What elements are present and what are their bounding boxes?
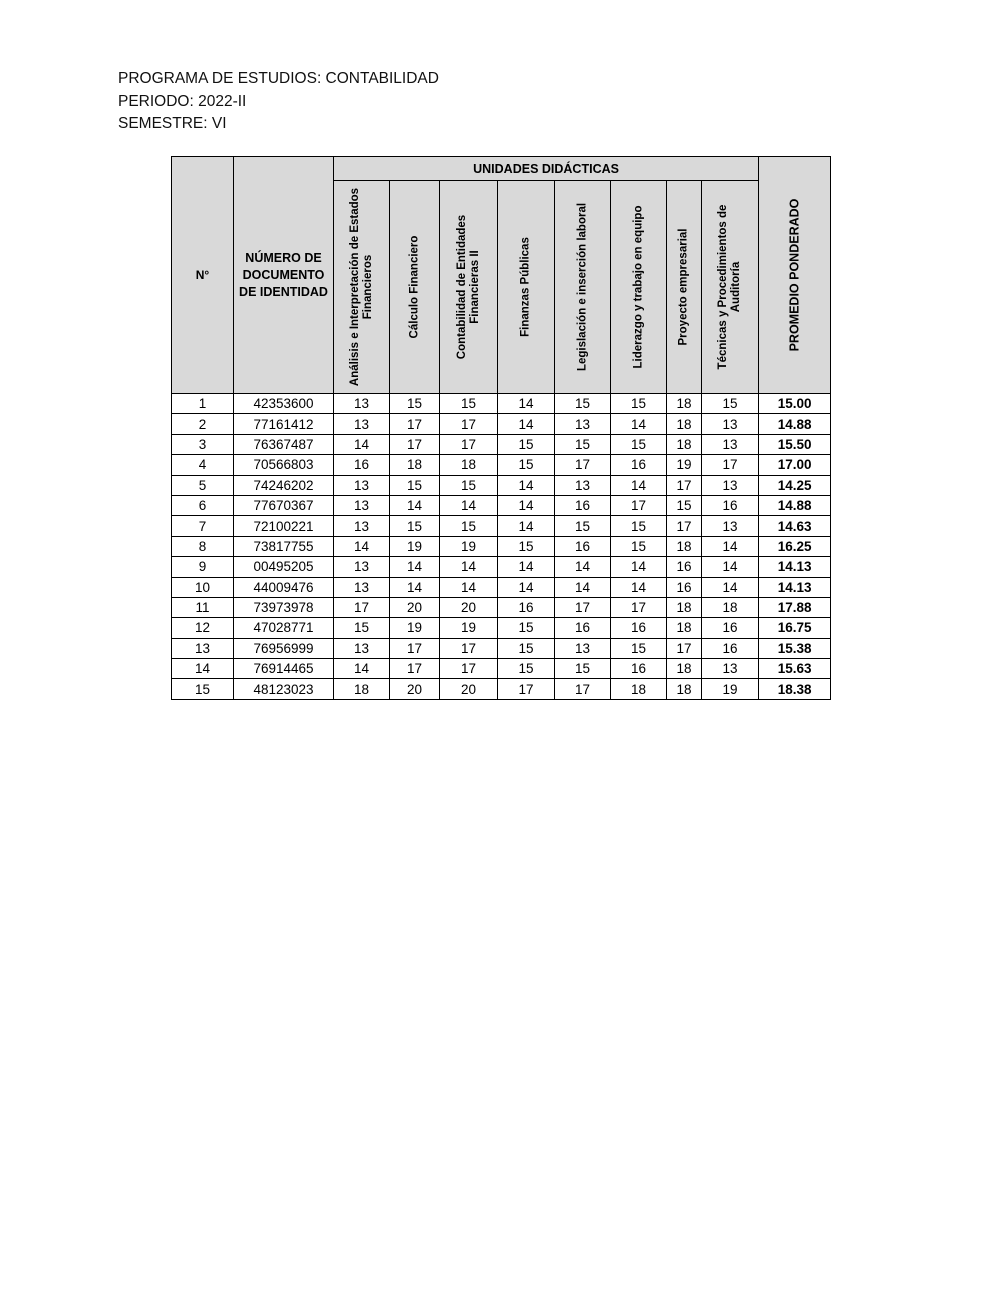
unit-label: Proyecto empresarial: [677, 228, 690, 346]
col-average-header: [759, 157, 831, 394]
table-row: [172, 638, 831, 658]
grade-cell: 13: [702, 475, 759, 495]
grade-cell: 17: [555, 455, 611, 475]
grade-cell: 15: [555, 394, 611, 414]
grade-cell: 17: [702, 455, 759, 475]
grade-cell: 20: [440, 679, 498, 699]
average-cell: 15.63: [759, 659, 831, 679]
grade-cell: 14: [702, 577, 759, 597]
document-number-cell: 72100221: [234, 516, 334, 536]
grade-cell: 15: [611, 516, 667, 536]
grade-cell: 14: [498, 577, 555, 597]
grade-cell: 13: [334, 475, 390, 495]
row-number-cell: 10: [172, 577, 234, 597]
grade-cell: 13: [555, 638, 611, 658]
grade-cell: 17: [667, 638, 702, 658]
grade-cell: 16: [555, 536, 611, 556]
grade-cell: 17: [611, 495, 667, 515]
average-cell: 14.13: [759, 577, 831, 597]
grade-cell: 13: [334, 516, 390, 536]
grade-cell: 15: [611, 434, 667, 454]
table-row: [172, 414, 831, 434]
grade-cell: 19: [440, 536, 498, 556]
grade-cell: 14: [555, 577, 611, 597]
grade-cell: 17: [667, 475, 702, 495]
unit-header: [611, 181, 667, 394]
grade-cell: 17: [611, 597, 667, 617]
grade-cell: 20: [390, 597, 440, 617]
unit-header: [440, 181, 498, 394]
grade-cell: 19: [667, 455, 702, 475]
grade-cell: 18: [334, 679, 390, 699]
grade-cell: 14: [334, 536, 390, 556]
grade-cell: 14: [390, 577, 440, 597]
unit-label: Cálculo Financiero: [408, 235, 420, 339]
grade-cell: 16: [555, 495, 611, 515]
table-row: [172, 394, 831, 414]
document-number-cell: 74246202: [234, 475, 334, 495]
grade-cell: 15: [498, 434, 555, 454]
grade-cell: 20: [440, 597, 498, 617]
grade-cell: 13: [702, 516, 759, 536]
grade-cell: 20: [390, 679, 440, 699]
grade-cell: 13: [334, 577, 390, 597]
grade-cell: 14: [611, 557, 667, 577]
grade-cell: 17: [555, 597, 611, 617]
grade-cell: 15: [498, 536, 555, 556]
grade-cell: 16: [611, 618, 667, 638]
grade-cell: 15: [334, 618, 390, 638]
grade-cell: 18: [667, 414, 702, 434]
unit-header: [667, 181, 702, 394]
row-number-cell: 2: [172, 414, 234, 434]
unit-label: Legislación e inserción laboral: [576, 202, 588, 372]
table-row: [172, 455, 831, 475]
table-row: [172, 659, 831, 679]
grade-cell: 14: [498, 394, 555, 414]
grade-cell: 19: [702, 679, 759, 699]
grade-cell: 18: [611, 679, 667, 699]
grade-cell: 14: [702, 557, 759, 577]
grade-cell: 13: [702, 414, 759, 434]
grade-cell: 16: [667, 577, 702, 597]
grade-cell: 18: [667, 536, 702, 556]
grade-cell: 13: [334, 394, 390, 414]
average-cell: 16.75: [759, 618, 831, 638]
grade-cell: 14: [498, 495, 555, 515]
grade-cell: 15: [498, 638, 555, 658]
grade-cell: 16: [702, 618, 759, 638]
table-row: [172, 536, 831, 556]
grade-cell: 15: [611, 536, 667, 556]
grade-cell: 15: [390, 475, 440, 495]
grade-cell: 18: [667, 394, 702, 414]
grade-cell: 14: [498, 475, 555, 495]
grade-cell: 15: [440, 516, 498, 536]
grade-cell: 13: [334, 414, 390, 434]
average-cell: 15.50: [759, 434, 831, 454]
grade-cell: 17: [390, 638, 440, 658]
grade-cell: 15: [498, 455, 555, 475]
grade-cell: 19: [390, 618, 440, 638]
unit-label: Finanzas Públicas: [519, 237, 532, 337]
average-cell: 14.25: [759, 475, 831, 495]
table-row: [172, 679, 831, 699]
average-cell: 14.13: [759, 557, 831, 577]
average-cell: 16.25: [759, 536, 831, 556]
document-number-cell: 76956999: [234, 638, 334, 658]
grades-table: [171, 156, 831, 700]
grade-cell: 18: [667, 597, 702, 617]
grade-cell: 15: [555, 434, 611, 454]
grade-cell: 13: [555, 475, 611, 495]
grade-cell: 14: [440, 577, 498, 597]
grade-cell: 18: [667, 434, 702, 454]
table-row: [172, 434, 831, 454]
grade-cell: 17: [334, 597, 390, 617]
grade-cell: 16: [334, 455, 390, 475]
row-number-cell: 7: [172, 516, 234, 536]
grade-cell: 17: [440, 659, 498, 679]
grade-cell: 18: [702, 597, 759, 617]
grade-cell: 15: [440, 394, 498, 414]
document-number-cell: 44009476: [234, 577, 334, 597]
grade-cell: 16: [702, 638, 759, 658]
grade-cell: 15: [555, 516, 611, 536]
document-number-cell: 73817755: [234, 536, 334, 556]
grade-cell: 13: [334, 638, 390, 658]
grade-cell: 14: [334, 434, 390, 454]
document-number-cell: 42353600: [234, 394, 334, 414]
semester-label: SEMESTRE: VI: [118, 115, 227, 132]
grade-cell: 16: [498, 597, 555, 617]
document-number-cell: 73973978: [234, 597, 334, 617]
program-title: PROGRAMA DE ESTUDIOS: CONTABILIDAD: [118, 70, 439, 87]
average-cell: 14.63: [759, 516, 831, 536]
row-number-cell: 5: [172, 475, 234, 495]
average-cell: 18.38: [759, 679, 831, 699]
document-header: [118, 68, 439, 136]
row-number-cell: 12: [172, 618, 234, 638]
grade-cell: 14: [611, 414, 667, 434]
grade-cell: 17: [440, 414, 498, 434]
document-number-cell: 47028771: [234, 618, 334, 638]
document-number-cell: 77670367: [234, 495, 334, 515]
table-row: [172, 495, 831, 515]
unit-header: [555, 181, 611, 394]
period-label: PERIODO: 2022-II: [118, 92, 247, 110]
grade-cell: 14: [611, 577, 667, 597]
grade-cell: 17: [390, 659, 440, 679]
units-group-header: UNIDADES DIDÁCTICAS: [334, 157, 759, 181]
grades-body: [172, 394, 831, 700]
grade-cell: 16: [702, 495, 759, 515]
document-number-cell: 77161412: [234, 414, 334, 434]
row-number-cell: 11: [172, 597, 234, 617]
header-row-top: [172, 157, 831, 181]
table-row: [172, 475, 831, 495]
document-number-cell: 48123023: [234, 679, 334, 699]
grade-cell: 15: [611, 638, 667, 658]
grade-cell: 14: [611, 475, 667, 495]
grade-cell: 14: [498, 516, 555, 536]
grade-cell: 15: [702, 394, 759, 414]
average-cell: 17.00: [759, 455, 831, 475]
col-document-header: NÚMERO DE DOCUMENTO DE IDENTIDAD: [234, 157, 334, 394]
grade-cell: 17: [498, 679, 555, 699]
unit-header: [334, 181, 390, 394]
grade-cell: 14: [440, 495, 498, 515]
document-number-cell: 00495205: [234, 557, 334, 577]
row-number-cell: 15: [172, 679, 234, 699]
grade-cell: 14: [440, 557, 498, 577]
grade-cell: 13: [334, 495, 390, 515]
grade-cell: 14: [555, 557, 611, 577]
table-row: [172, 618, 831, 638]
document-number-cell: 70566803: [234, 455, 334, 475]
row-number-cell: 6: [172, 495, 234, 515]
unit-label: Contabilidad de Entidades Financieras II: [455, 214, 481, 360]
document-number-cell: 76367487: [234, 434, 334, 454]
grade-cell: 13: [334, 557, 390, 577]
average-cell: 15.00: [759, 394, 831, 414]
document-number-cell: 76914465: [234, 659, 334, 679]
grade-cell: 18: [667, 618, 702, 638]
grade-cell: 15: [390, 394, 440, 414]
grade-cell: 14: [334, 659, 390, 679]
table-row: [172, 577, 831, 597]
grade-cell: 16: [611, 455, 667, 475]
grade-cell: 18: [667, 679, 702, 699]
grade-cell: 16: [667, 557, 702, 577]
grade-cell: 13: [555, 414, 611, 434]
grade-cell: 17: [555, 679, 611, 699]
grade-cell: 14: [702, 536, 759, 556]
grade-cell: 13: [702, 659, 759, 679]
table-row: [172, 597, 831, 617]
unit-label: Técnicas y Procedimientos de Auditoría: [717, 204, 743, 370]
grade-cell: 18: [667, 659, 702, 679]
grade-cell: 15: [555, 659, 611, 679]
col-average-label: PROMEDIO PONDERADO: [787, 198, 802, 352]
table-row: [172, 557, 831, 577]
row-number-cell: 3: [172, 434, 234, 454]
grade-cell: 18: [390, 455, 440, 475]
grade-cell: 15: [498, 618, 555, 638]
grade-cell: 17: [440, 434, 498, 454]
row-number-cell: 8: [172, 536, 234, 556]
grade-cell: 14: [390, 495, 440, 515]
grade-cell: 18: [440, 455, 498, 475]
grade-cell: 14: [498, 557, 555, 577]
unit-header: [498, 181, 555, 394]
grade-cell: 17: [390, 434, 440, 454]
row-number-cell: 9: [172, 557, 234, 577]
unit-header: [702, 181, 759, 394]
average-cell: 15.38: [759, 638, 831, 658]
table-row: [172, 516, 831, 536]
unit-label: Liderazgo y trabajo en equipo: [632, 205, 644, 369]
grade-cell: 15: [390, 516, 440, 536]
grade-cell: 19: [440, 618, 498, 638]
grade-cell: 16: [611, 659, 667, 679]
grade-cell: 15: [611, 394, 667, 414]
grade-cell: 15: [498, 659, 555, 679]
grade-cell: 17: [440, 638, 498, 658]
average-cell: 14.88: [759, 414, 831, 434]
grade-cell: 13: [702, 434, 759, 454]
average-cell: 17.88: [759, 597, 831, 617]
grade-cell: 15: [667, 495, 702, 515]
grade-cell: 17: [667, 516, 702, 536]
row-number-cell: 1: [172, 394, 234, 414]
unit-label: Análisis e Interpretación de Estados Financieros: [348, 187, 374, 387]
col-number-header: N°: [172, 157, 234, 394]
grade-cell: 19: [390, 536, 440, 556]
row-number-cell: 13: [172, 638, 234, 658]
unit-header: [390, 181, 440, 394]
grade-cell: 15: [440, 475, 498, 495]
grade-cell: 14: [390, 557, 440, 577]
row-number-cell: 4: [172, 455, 234, 475]
row-number-cell: 14: [172, 659, 234, 679]
grade-cell: 14: [498, 414, 555, 434]
average-cell: 14.88: [759, 495, 831, 515]
grade-cell: 17: [390, 414, 440, 434]
grade-cell: 16: [555, 618, 611, 638]
